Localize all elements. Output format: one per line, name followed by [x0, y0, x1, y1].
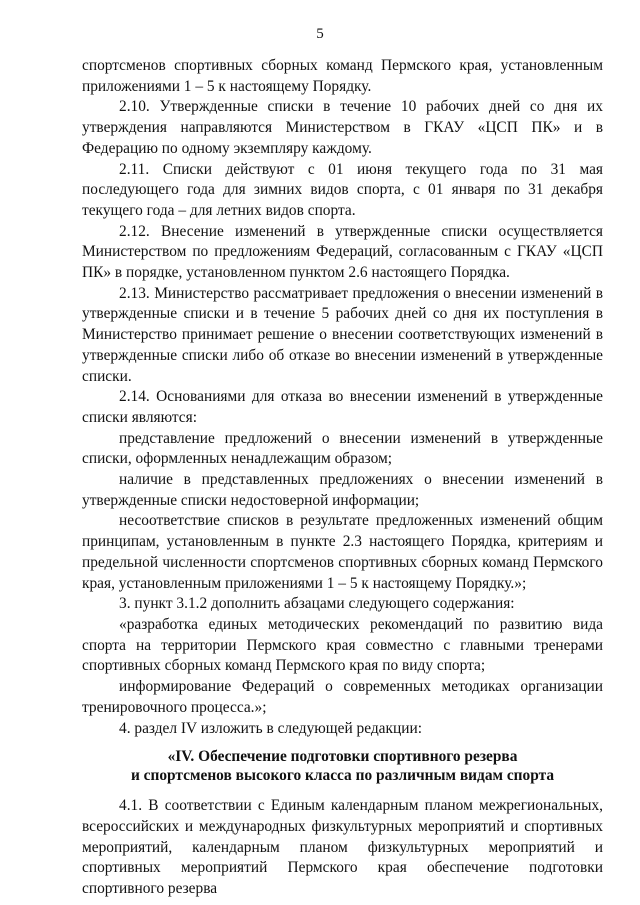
page-number: 5: [316, 26, 324, 42]
paragraph-2-14: 2.14. Основаниями для отказа во внесении изменений в утвержденные списки являются:: [82, 388, 603, 426]
section-heading-line-1: «IV. Обеспечение подготовки спортивного резерва: [167, 748, 518, 766]
section-heading-line-2: и спортсменов высокого класса по различным видам спорта: [130, 766, 555, 784]
paragraph-item-4: 4. раздел IV изложить в следующей редакции:: [119, 719, 422, 737]
paragraph-reason-1: представление предложений о внесении изменений в утвержденные списки, оформленных ненадлежащим образом;: [82, 429, 603, 468]
paragraph-4-1: 4.1. В соответствии с Единым календарным планом межрегиональных, всероссийских и международных физкультурных мероприятий и спортивных мероприятий, календарным планом физкультурных мероприятий и спортивных мероприятий Пермского края обеспечение подготовки спортивного резерва: [82, 797, 603, 898]
paragraph-2-13: 2.13. Министерство рассматривает предложения о внесении изменений в утвержденные списки и в течение 5 рабочих дней со дня их поступления в Министерство принимает решение о внесении соответствующих изменений в утвержденные списки либо об отказе во внесении изменений в утвержденные списки.: [82, 284, 603, 385]
paragraph-reason-3: несоответствие списков в результате предложенных изменений общим принципам, установленным в пункте 2.3 настоящего Порядка, критериям и предельной численности спортсменов спортивных сборных команд Пермского края, установленным приложениями 1 – 5 к настоящему Порядку.»;: [82, 512, 603, 592]
section-heading: [82, 748, 603, 785]
document-body: [82, 56, 603, 900]
paragraph-item-3: 3. пункт 3.1.2 дополнить абзацами следующего содержания:: [119, 595, 515, 613]
paragraph-2-11: 2.11. Списки действуют с 01 июня текущего года по 31 мая последующего года для зимних видов спорта, с 01 января по 31 декабря текущего года – для летних видов спорта.: [82, 160, 603, 219]
paragraph-2-12: 2.12. Внесение изменений в утвержденные списки осуществляется Министерством по предложениям Федераций, согласованным с ГКАУ «ЦСП ПК» в порядке, установленном пунктом 2.6 настоящего Порядка.: [82, 222, 603, 282]
paragraph-quote-1: «разработка единых методических рекомендаций по развитию вида спорта на территории Пермского края совместно с главными тренерами спортивных сборных команд Пермского края по виду спорта;: [82, 615, 603, 675]
paragraph-2-10: 2.10. Утвержденные списки в течение 10 рабочих дней со дня их утверждения направляются Министерством в ГКАУ «ЦСП ПК» и в Федерацию по одному экземпляру каждому.: [82, 98, 603, 157]
paragraph-quote-2: информирование Федераций о современных методиках организации тренировочного процесса.»;: [82, 678, 603, 716]
paragraph-continuation: спортсменов спортивных сборных команд Пермского края, установленным приложениями 1 – 5 к настоящему Порядку.: [82, 57, 603, 95]
paragraph-reason-2: наличие в представленных предложениях о внесении изменений в утвержденные списки недостоверной информации;: [82, 471, 603, 509]
